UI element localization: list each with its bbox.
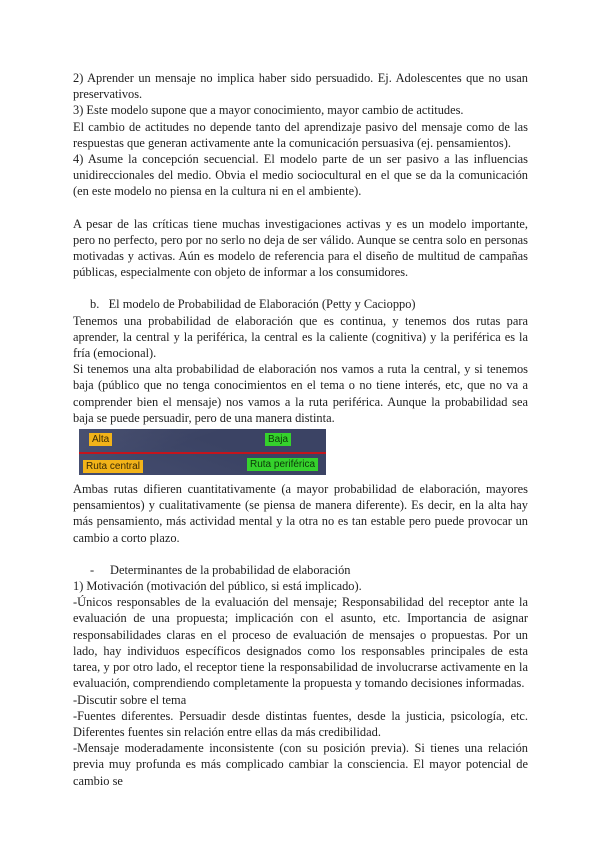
section-title: El modelo de Probabilidad de Elaboración (Petty y Cacioppo) [108,297,416,312]
label-baja: Baja [265,433,291,446]
divider-line [79,452,326,454]
paragraph-routes-differ: Ambas rutas difieren cuantitativamente (a mayor probabilidad de elaboración, mayores pensamientos) y cualitativamente (se piensa de manera diferente). Es decir, en la alta hay más pensamiento, más actividad mental y la otra no es tan estable pero puede provocar un cambio a corto plazo. [73,482,528,545]
spacer [73,280,528,296]
paragraph-attitude-change: El cambio de actitudes no depende tanto del aprendizaje pasivo del mensaje como de las respuestas que generan activamente ante la comunicación persuasiva (ej. pensamientos). [73,119,528,150]
elaboration-routes-figure [79,429,326,475]
paragraph-sources: -Fuentes diferentes. Persuadir desde distintas fuentes, desde la justicia, psicología, etc. Diferentes fuentes sin relación entre ellas da más credibilidad. [73,708,528,739]
paragraph-continuous-probability: Tenemos una probabilidad de elaboración que es continua, y tenemos dos rutas para aprender, la central y la periférica, la central es la caliente (cognitiva) y la periférica es la fría (emocional). [73,313,528,361]
list-dash: - [90,562,95,577]
subsection-title: Determinantes de la probabilidad de elaboración [110,562,351,577]
section-marker: b. [90,297,100,312]
spacer [73,200,528,216]
section-heading-b [73,296,528,312]
label-ruta-periferica: Ruta periférica [247,458,318,471]
paragraph-point-2: 2) Aprender un mensaje no implica haber sido persuadido. Ej. Adolescentes que no usan preservativos. [73,71,528,102]
paragraph-inconsistent-message: -Mensaje moderadamente inconsistente (con su posición previa). Si tienes una relación previa muy profunda es más complicado cambiar la consciencia. El mayor potencial de cambio se [73,741,528,788]
paragraph-high-low-probability: Si tenemos una alta probabilidad de elaboración nos vamos a ruta la central, y si tenemos baja (público que no tenga conocimientos en el tema o no tiene interés, etc, que no va a comprender bien el mensaje) nos vamos a la ruta periférica. Aunque la probabilidad sea baja se puede persuadir, pero de una manera distinta. [73,362,528,425]
paragraph-motivation: 1) Motivación (motivación del público, si está implicado). [73,579,362,594]
paragraph-point-4: 4) Asume la concepción secuencial. El modelo parte de un ser pasivo a las influencias unidireccionales del medio. Obvia el medio sociocultural en el que se da la comunicación (en este modelo no piensa en la cultura ni en el ambiente). [73,152,528,199]
label-alta: Alta [89,433,112,446]
document-page [73,70,528,789]
paragraph-critique: A pesar de las críticas tiene muchas investigaciones activas y es un modelo importante, pero no perfecto, pero por no serlo no deja de ser válido. Aunque se centra solo en personas motivadas y activas. Aún es modelo de referencia para el diseño de multitud de campañas públicas, especialmente con objeto de informar a los consumidores. [73,216,528,280]
paragraph-responsibility: -Únicos responsables de la evaluación del mensaje; Responsabilidad del receptor ante la evaluación de una propuesta; implicación con el asunto, etc. Importancia de asignar responsabilidades claras en el proceso de evaluación de mensajes o propuestas. Por un lado, hay individuos específicos designados como los responsables principales de esta tarea, y por otro lado, el receptor tiene la responsabilidad de involucrarse activamente en la evaluación, comprendiendo completamente la propuesta y tomando decisiones informadas. [73,595,528,691]
paragraph-discuss: -Discutir sobre el tema [73,692,187,707]
label-ruta-central: Ruta central [83,460,143,473]
subsection-heading-determinants [73,562,528,578]
spacer [73,546,528,562]
paragraph-point-3: 3) Este modelo supone que a mayor conocimiento, mayor cambio de actitudes. [73,103,464,118]
